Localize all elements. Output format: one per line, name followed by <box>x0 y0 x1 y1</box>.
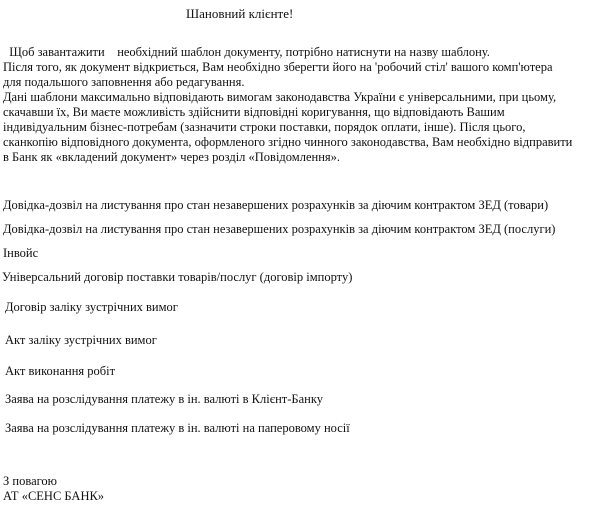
instruction-line: Після того, як документ відкриється, Вам необхідно зберегти його на 'робочий стіл' вашого комп'ютера <box>3 60 553 74</box>
template-link-payment-investigation-paper[interactable]: Заява на розслідування платежу в ін. валюті на паперовому носії <box>5 421 350 435</box>
instruction-line: індивідуальним бізнес-потребам (зазначити строки поставки, порядок оплати, інше). Після цього, <box>3 120 526 134</box>
template-link-universal-supply-agreement[interactable]: Універсальний договір поставки товарів/послуг (договір імпорту) <box>2 270 353 284</box>
signoff-bank-name: АТ «СЕНС БАНК» <box>3 489 105 503</box>
template-link-work-completion-act[interactable]: Акт виконання робіт <box>5 364 116 378</box>
template-link-payment-investigation-client-bank[interactable]: Заява на розслідування платежу в ін. валюті в Клієнт-Банку <box>5 392 323 406</box>
instruction-line: скачавши їх, Ви маєте можливість здійснити відповідні коригування, що відповідають Вашим <box>3 105 505 119</box>
greeting: Шановний клієнте! <box>186 6 294 21</box>
template-link-offset-act[interactable]: Акт заліку зустрічних вимог <box>5 333 157 347</box>
signoff <box>3 474 104 504</box>
template-link-foreign-trade-goods[interactable]: Довідка-дозвіл на листування про стан незавершених розрахунків за діючим контрактом ЗЕД (товари) <box>3 198 549 212</box>
instruction-line: в Банк як «вкладений документ» через розділ «Повідомлення». <box>3 150 341 164</box>
instruction-line: для подальшого заповнення або редагування. <box>3 75 245 89</box>
instruction-line: Щоб завантажити необхідний шаблон документу, потрібно натиснути на назву шаблону. <box>3 45 490 59</box>
instruction-line: Дані шаблони максимально відповідають вимогам законодавства України є універсальними, при цьому, <box>3 90 557 104</box>
signoff-closing: З повагою <box>3 474 58 488</box>
template-link-offset-agreement[interactable]: Договір заліку зустрічних вимог <box>5 300 178 314</box>
instructions-paragraph <box>3 45 591 165</box>
template-link-foreign-trade-services[interactable]: Довідка-дозвіл на листування про стан незавершених розрахунків за діючим контрактом ЗЕД (послуги) <box>3 222 556 236</box>
template-link-invoice[interactable]: Інвойс <box>3 246 39 260</box>
instruction-line: сканкопію відповідного документа, оформленого згідно чинного законодавства, Вам необхідно відправити <box>3 135 573 149</box>
